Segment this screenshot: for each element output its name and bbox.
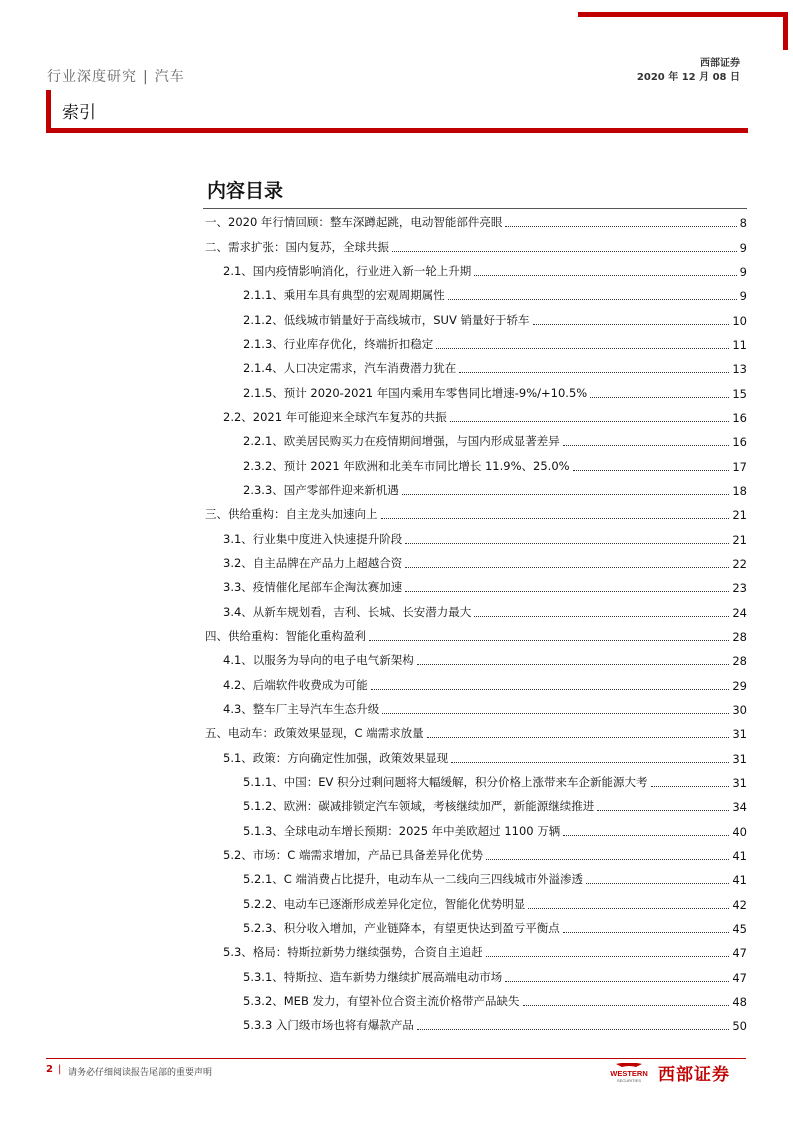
toc-entry-page: 24	[732, 605, 747, 620]
toc-entry[interactable]	[203, 501, 747, 525]
toc-entry-label: 5.3、格局：特斯拉新势力继续强势，合资自主追赶	[223, 945, 483, 960]
toc-entry-label: 2.1、国内疫情影响消化，行业进入新一轮上升期	[223, 263, 472, 278]
toc-entry-page: 31	[732, 727, 747, 742]
toc-entry[interactable]	[203, 817, 747, 841]
toc-entry[interactable]	[203, 963, 747, 987]
toc-dot-leader	[597, 810, 729, 811]
toc-entry[interactable]	[203, 452, 747, 476]
table-of-contents	[203, 209, 747, 1036]
toc-dot-leader	[505, 981, 729, 982]
toc-entry-label: 3.4、从新车规划看，吉利、长城、长安潜力最大	[223, 604, 472, 619]
footer-separator: |	[58, 1064, 62, 1075]
index-title: 索引	[62, 103, 96, 123]
logo-mark-text: WESTERN	[610, 1069, 648, 1078]
toc-entry[interactable]	[203, 574, 747, 598]
toc-entry-label: 5.1.1、中国：EV 积分过剩问题将大幅缓解，积分价格上涨带来车企新能源大考	[243, 774, 648, 789]
toc-entry-page: 23	[732, 581, 747, 596]
toc-entry[interactable]	[203, 258, 747, 282]
toc-entry[interactable]	[203, 647, 747, 671]
toc-dot-leader	[448, 299, 737, 300]
toc-entry-label: 2.3.3、国产零部件迎来新机遇	[243, 482, 399, 497]
report-industry: 汽车	[154, 69, 185, 85]
toc-dot-leader	[563, 835, 729, 836]
report-date: 2020 年 12 月 08 日	[636, 72, 740, 83]
toc-dot-leader	[563, 932, 730, 933]
toc-entry-page: 31	[732, 751, 747, 766]
toc-entry-label: 5.2.2、电动车已逐渐形成差异化定位，智能化优势明显	[243, 896, 526, 911]
toc-entry[interactable]	[203, 306, 747, 330]
toc-dot-leader	[369, 640, 729, 641]
toc-entry-page: 11	[732, 337, 747, 352]
toc-entry-page: 13	[732, 362, 747, 377]
toc-entry-label: 2.1.2、低线城市销量好于高线城市，SUV 销量好于轿车	[243, 312, 530, 327]
toc-entry-page: 22	[732, 556, 747, 571]
toc-entry-label: 2.2.1、欧美居民购买力在疫情期间增强，与国内形成显著差异	[243, 434, 560, 449]
toc-entry[interactable]	[203, 793, 747, 817]
toc-dot-leader	[405, 543, 729, 544]
toc-dot-leader	[586, 883, 729, 884]
toc-entry[interactable]	[203, 331, 747, 355]
toc-entry[interactable]	[203, 769, 747, 793]
toc-dot-leader	[427, 737, 730, 738]
toc-entry-page: 9	[739, 240, 747, 255]
toc-entry[interactable]	[203, 282, 747, 306]
toc-entry-page: 42	[732, 897, 747, 912]
toc-entry-label: 5.2、市场：C 端需求增加，产品已具备差异化优势	[223, 847, 483, 862]
toc-entry-label: 5.3.3 入门级市场也将有爆款产品	[243, 1018, 414, 1033]
logo-sub-text: SECURITIES	[616, 1078, 642, 1083]
toc-entry[interactable]	[203, 890, 747, 914]
toc-dot-leader	[590, 397, 729, 398]
toc-dot-leader	[528, 908, 729, 909]
toc-entry-label: 5.1.3、全球电动车增长预期：2025 年中美欧超过 1100 万辆	[243, 823, 561, 838]
toc-dot-leader	[417, 1029, 729, 1030]
toc-entry-label: 2.1.1、乘用车具有典型的宏观周期属性	[243, 288, 445, 303]
toc-entry[interactable]	[203, 744, 747, 768]
toc-entry[interactable]	[203, 623, 747, 647]
toc-entry-page: 8	[739, 216, 747, 231]
report-category: 行业深度研究	[47, 69, 137, 85]
toc-entry[interactable]	[203, 866, 747, 890]
toc-entry-label: 5.1、政策：方向确定性加强，政策效果显现	[223, 750, 449, 765]
toc-entry[interactable]	[203, 525, 747, 549]
toc-dot-leader	[563, 445, 730, 446]
toc-dot-leader	[382, 713, 729, 714]
toc-entry[interactable]	[203, 404, 747, 428]
toc-entry-page: 16	[732, 410, 747, 425]
toc-entry-label: 3.3、疫情催化尾部车企淘汰赛加速	[223, 580, 403, 595]
toc-entry[interactable]	[203, 233, 747, 257]
toc-entry-page: 18	[732, 483, 747, 498]
toc-entry[interactable]	[203, 842, 747, 866]
toc-entry-label: 2.3.2、预计 2021 年欧洲和北美车市同比增长 11.9%、25.0%	[243, 458, 570, 473]
toc-entry-page: 21	[732, 508, 747, 523]
index-bar-bottom	[46, 128, 748, 133]
toc-entry-page: 9	[739, 264, 747, 279]
toc-dot-leader	[474, 616, 729, 617]
header-separator: |	[143, 69, 149, 85]
toc-dot-leader	[573, 470, 730, 471]
toc-entry-page: 28	[732, 629, 747, 644]
toc-dot-leader	[392, 251, 737, 252]
toc-entry-page: 41	[732, 848, 747, 863]
toc-entry[interactable]	[203, 379, 747, 403]
toc-entry-page: 17	[732, 459, 747, 474]
footer-page-number: 2	[46, 1064, 53, 1075]
toc-entry-label: 5.2.1、C 端消费占比提升，电动车从一二线向三四线城市外溢渗透	[243, 872, 583, 887]
toc-entry[interactable]	[203, 696, 747, 720]
toc-entry-label: 一、2020 年行情回顾：整车深蹲起跳，电动智能部件亮眼	[205, 215, 503, 230]
toc-entry-page: 9	[739, 289, 747, 304]
toc-entry[interactable]	[203, 939, 747, 963]
toc-title: 内容目录	[207, 180, 284, 202]
toc-entry-label: 二、需求扩张：国内复苏，全球共振	[205, 239, 389, 254]
western-securities-logo-icon	[602, 1063, 656, 1083]
toc-entry-label: 5.1.2、欧洲：碳减排锁定汽车领域，考核继续加严，新能源继续推进	[243, 799, 595, 814]
toc-entry-label: 3.2、自主品牌在产品力上超越合资	[223, 555, 403, 570]
toc-dot-leader	[474, 275, 736, 276]
toc-entry-page: 21	[732, 532, 747, 547]
toc-entry-page: 29	[732, 678, 747, 693]
toc-entry-label: 5.3.2、MEB 发力，有望补位合资主流价格带产品缺失	[243, 993, 520, 1008]
toc-dot-leader	[533, 324, 730, 325]
toc-dot-leader	[486, 859, 729, 860]
toc-entry[interactable]	[203, 671, 747, 695]
toc-entry-page: 34	[732, 800, 747, 815]
toc-entry-page: 45	[732, 921, 747, 936]
toc-entry-page: 40	[732, 824, 747, 839]
toc-dot-leader	[451, 762, 729, 763]
toc-entry[interactable]	[203, 209, 747, 233]
toc-dot-leader	[459, 372, 729, 373]
toc-entry[interactable]	[203, 720, 747, 744]
toc-entry[interactable]	[203, 477, 747, 501]
toc-entry-label: 四、供给重构：智能化重构盈利	[205, 628, 366, 643]
toc-dot-leader	[402, 494, 730, 495]
report-category-header	[47, 66, 185, 86]
toc-entry-page: 31	[732, 775, 747, 790]
toc-entry-label: 5.3.1、特斯拉、造车新势力继续扩展高端电动市场	[243, 969, 503, 984]
toc-entry-page: 28	[732, 654, 747, 669]
toc-entry-page: 47	[732, 946, 747, 961]
toc-entry-page: 47	[732, 970, 747, 985]
brand-name-small: 西部证券	[700, 58, 740, 69]
footer-rule	[46, 1058, 746, 1059]
toc-entry-label: 2.1.4、人口决定需求，汽车消费潜力犹在	[243, 361, 457, 376]
top-right-corner-bar-horizontal	[578, 12, 788, 17]
toc-entry[interactable]	[203, 1012, 747, 1036]
toc-entry[interactable]	[203, 598, 747, 622]
toc-entry-label: 五、电动车：政策效果显现，C 端需求放量	[205, 726, 424, 741]
toc-dot-leader	[381, 518, 730, 519]
toc-entry-label: 4.2、后端软件收费成为可能	[223, 677, 368, 692]
toc-dot-leader	[371, 689, 730, 690]
toc-dot-leader	[523, 1005, 730, 1006]
toc-entry-label: 5.2.3、积分收入增加，产业链降本，有望更快达到盈亏平衡点	[243, 920, 560, 935]
toc-dot-leader	[405, 567, 729, 568]
toc-dot-leader	[436, 348, 729, 349]
toc-entry-page: 16	[732, 435, 747, 450]
toc-dot-leader	[450, 421, 730, 422]
toc-entry-page: 41	[732, 873, 747, 888]
toc-entry-label: 4.1、以服务为导向的电子电气新架构	[223, 653, 414, 668]
toc-entry-page: 50	[732, 1019, 747, 1034]
toc-entry[interactable]	[203, 915, 747, 939]
toc-entry-label: 2.1.5、预计 2020-2021 年国内乘用车零售同比增速-9%/+10.5%	[243, 385, 588, 400]
toc-entry[interactable]	[203, 988, 747, 1012]
top-right-corner-bar-vertical	[783, 12, 788, 50]
toc-entry-label: 3.1、行业集中度进入快速提升阶段	[223, 531, 403, 546]
toc-entry[interactable]	[203, 428, 747, 452]
toc-entry-page: 48	[732, 994, 747, 1009]
toc-entry-label: 4.3、整车厂主导汽车生态升级	[223, 701, 380, 716]
toc-dot-leader	[505, 226, 736, 227]
toc-dot-leader	[405, 591, 729, 592]
toc-entry-page: 15	[732, 386, 747, 401]
toc-dot-leader	[417, 664, 730, 665]
toc-entry[interactable]	[203, 550, 747, 574]
toc-entry[interactable]	[203, 355, 747, 379]
toc-entry-label: 2.2、2021 年可能迎来全球汽车复苏的共振	[223, 409, 447, 424]
toc-entry-page: 30	[732, 702, 747, 717]
footer-disclaimer: 请务必仔细阅读报告尾部的重要声明	[68, 1068, 213, 1078]
toc-entry-label: 三、供给重构：自主龙头加速向上	[205, 507, 378, 522]
index-bar-left	[46, 90, 51, 132]
toc-entry-label: 2.1.3、行业库存优化，终端折扣稳定	[243, 336, 434, 351]
toc-dot-leader	[486, 956, 730, 957]
toc-dot-leader	[651, 786, 730, 787]
brand-logo-text: 西部证券	[658, 1065, 730, 1085]
toc-entry-page: 10	[732, 313, 747, 328]
